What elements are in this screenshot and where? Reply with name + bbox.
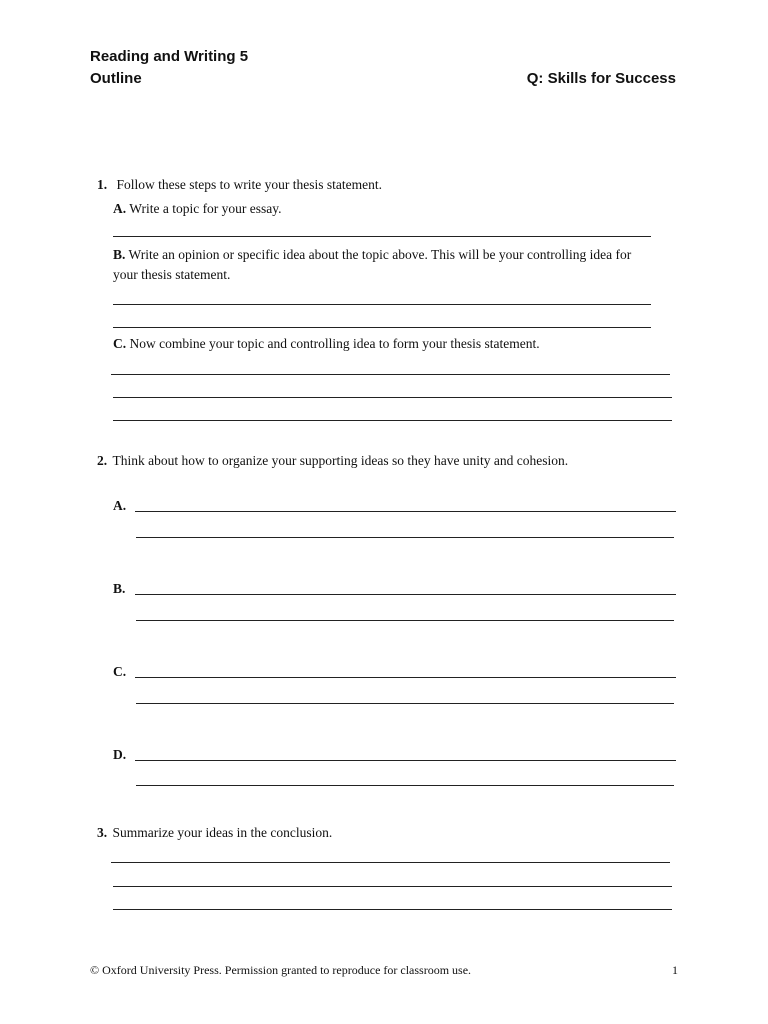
answer-line[interactable] [136,620,674,621]
answer-line[interactable] [135,594,676,595]
question-1b-line2: your thesis statement. [113,267,231,282]
answer-line[interactable] [136,703,674,704]
answer-line[interactable] [136,785,674,786]
question-1a-letter: A. [113,201,127,216]
question-3-text: Summarize your ideas in the conclusion. [112,825,333,840]
answer-line[interactable] [113,304,651,305]
answer-line[interactable] [111,374,670,375]
page-number: 1 [672,963,678,977]
question-2-text: Think about how to organize your supporting ideas so they have unity and cohesion. [112,453,569,468]
item-letter-b: B. [113,581,126,596]
header-left [90,46,248,90]
question-1c-text: Now combine your topic and controlling idea to form your thesis statement. [129,336,540,351]
answer-line[interactable] [111,862,670,863]
answer-line[interactable] [113,327,651,328]
answer-line[interactable] [135,511,676,512]
answer-line[interactable] [113,236,651,237]
answer-line[interactable] [135,760,676,761]
question-3-number: 3. [97,825,108,840]
answer-line[interactable] [113,397,672,398]
question-1a-text: Write a topic for your essay. [129,201,282,216]
question-2-prompt [97,451,568,471]
question-1c [113,334,540,354]
question-1b [113,245,631,265]
question-3-prompt [97,823,332,843]
answer-line[interactable] [113,420,672,421]
answer-line[interactable] [113,909,672,910]
document-type: Outline [90,70,142,87]
answer-line[interactable] [136,537,674,538]
copyright-notice: © Oxford University Press. Permission granted to reproduce for classroom use. [90,963,472,977]
question-1c-letter: C. [113,336,127,351]
item-letter-c: C. [113,664,127,679]
question-1-number: 1. [97,177,108,192]
course-title: Reading and Writing 5 [90,48,249,65]
question-1b-letter: B. [113,247,126,262]
item-letter-a: A. [113,498,127,513]
question-2-number: 2. [97,453,108,468]
answer-line[interactable] [135,677,676,678]
question-1a [113,199,282,219]
answer-line[interactable] [113,886,672,887]
question-1-text: Follow these steps to write your thesis statement. [116,177,382,192]
question-1-prompt [97,175,382,195]
question-1b-text-line1: Write an opinion or specific idea about the topic above. This will be your controlling idea for [128,247,632,262]
series-title: Q: Skills for Success [526,70,676,87]
item-letter-d: D. [113,747,127,762]
